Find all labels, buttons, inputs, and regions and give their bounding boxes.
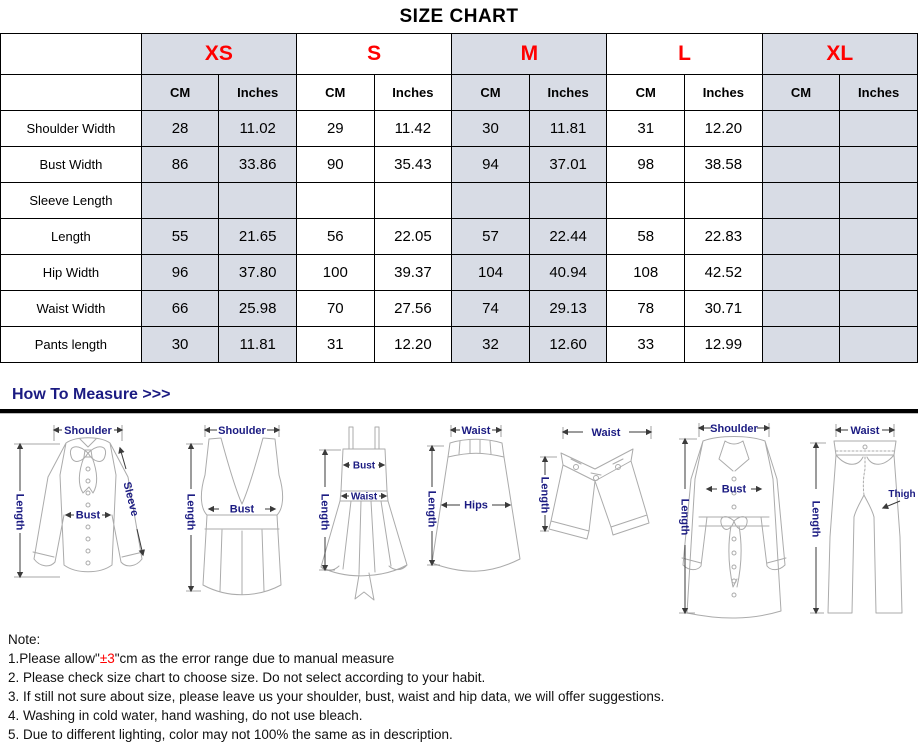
measure-label-waist: Waist [350, 491, 377, 503]
note-line-3: 3. If still not sure about size, please leave us your shoulder, bust, waist and hip data, we will offer suggestions. [8, 689, 665, 704]
row-label: Length [1, 219, 142, 255]
row-label: Pants length [1, 327, 142, 363]
note-line-5: 5. Due to different lighting, color may not 100% the same as in description. [8, 727, 453, 742]
size-value: 28 [141, 111, 219, 147]
size-value [762, 291, 840, 327]
size-value: 78 [607, 291, 685, 327]
size-header-xl: XL [762, 34, 917, 75]
bow [70, 447, 105, 493]
size-value: 30 [452, 111, 530, 147]
unit-header: Inches [529, 75, 607, 111]
row-label: Sleeve Length [1, 183, 142, 219]
size-value: 42.52 [685, 255, 763, 291]
measure-label-bust: Bust [230, 503, 255, 516]
size-value [762, 111, 840, 147]
size-value: 86 [141, 147, 219, 183]
size-value: 37.80 [219, 255, 297, 291]
tank-top-drawing [181, 417, 303, 621]
size-value: 12.99 [685, 327, 763, 363]
row-label: Waist Width [1, 291, 142, 327]
unit-header: CM [607, 75, 685, 111]
size-value [452, 183, 530, 219]
size-value [685, 183, 763, 219]
size-header-s: S [296, 34, 451, 75]
size-value [374, 183, 452, 219]
size-header-xs: XS [141, 34, 296, 75]
size-value: 66 [141, 291, 219, 327]
note-line-1 [8, 649, 908, 668]
size-value: 12.60 [529, 327, 607, 363]
size-value: 35.43 [374, 147, 452, 183]
row-label: Bust Width [1, 147, 142, 183]
size-value: 70 [296, 291, 374, 327]
shorts-outline [549, 449, 649, 539]
size-header-l: L [607, 34, 762, 75]
size-value [762, 327, 840, 363]
shorts-drawing [535, 417, 661, 581]
dress-outline [321, 427, 407, 600]
size-value: 30 [141, 327, 219, 363]
size-value: 27.56 [374, 291, 452, 327]
size-value: 32 [452, 327, 530, 363]
size-value [762, 219, 840, 255]
dress-drawing [311, 417, 417, 613]
notes-section [0, 621, 918, 744]
size-value: 57 [452, 219, 530, 255]
size-value [219, 183, 297, 219]
size-value: 11.02 [219, 111, 297, 147]
size-value [840, 219, 918, 255]
measure-label-waist: Waist [591, 427, 621, 439]
unit-header: Inches [219, 75, 297, 111]
size-value: 96 [141, 255, 219, 291]
measure-label-length: Length [678, 498, 691, 536]
size-value [840, 291, 918, 327]
coat-drawing [669, 417, 799, 623]
measure-label-length: Length [318, 493, 331, 531]
measure-label-length: Length [425, 490, 438, 528]
size-value: 40.94 [529, 255, 607, 291]
notes-heading: Note: [8, 632, 41, 647]
measure-label-shoulder: Shoulder [218, 425, 267, 437]
size-value: 104 [452, 255, 530, 291]
unit-header: Inches [840, 75, 918, 111]
size-value: 90 [296, 147, 374, 183]
size-value [762, 255, 840, 291]
measure-label-shoulder: Shoulder [64, 425, 112, 437]
unit-header: CM [296, 75, 374, 111]
size-value [840, 111, 918, 147]
size-value: 58 [607, 219, 685, 255]
size-value: 33.86 [219, 147, 297, 183]
size-value: 21.65 [219, 219, 297, 255]
size-value: 22.44 [529, 219, 607, 255]
size-value [529, 183, 607, 219]
size-value [762, 147, 840, 183]
size-value [840, 255, 918, 291]
note-line-4: 4. Washing in cold water, hand washing, do not use bleach. [8, 708, 363, 723]
measure-label-waist: Waist [850, 425, 880, 437]
measure-label-hips: Hips [464, 499, 488, 512]
measure-section-title: How To Measure >>> [12, 386, 171, 403]
size-value: 55 [141, 219, 219, 255]
row-label: Hip Width [1, 255, 142, 291]
size-value: 74 [452, 291, 530, 327]
measure-label-sleeve: Sleeve [120, 480, 141, 518]
corner-cell [1, 75, 142, 111]
size-value [762, 183, 840, 219]
size-value: 31 [607, 111, 685, 147]
measure-label-length: Length [13, 493, 26, 531]
unit-header: CM [762, 75, 840, 111]
size-value: 11.81 [529, 111, 607, 147]
unit-header: Inches [374, 75, 452, 111]
row-label: Shoulder Width [1, 111, 142, 147]
size-value: 31 [296, 327, 374, 363]
measure-label-bust: Bust [352, 460, 375, 472]
skirt-drawing [424, 417, 528, 601]
size-value [296, 183, 374, 219]
size-value [607, 183, 685, 219]
size-value: 22.83 [685, 219, 763, 255]
measure-drawings [0, 414, 918, 621]
size-value: 25.98 [219, 291, 297, 327]
measure-label-waist: Waist [461, 425, 491, 437]
unit-header: CM [141, 75, 219, 111]
size-value [840, 327, 918, 363]
size-chart-table [0, 33, 918, 363]
size-value: 30.71 [685, 291, 763, 327]
measure-label-length: Length [538, 476, 551, 514]
measure-label-shoulder: Shoulder [709, 423, 758, 435]
size-value: 94 [452, 147, 530, 183]
note-1-tolerance: ±3 [99, 651, 115, 666]
size-value: 39.37 [374, 255, 452, 291]
size-value: 33 [607, 327, 685, 363]
measure-label-length: Length [184, 493, 197, 531]
size-value: 22.05 [374, 219, 452, 255]
size-value: 100 [296, 255, 374, 291]
size-value: 37.01 [529, 147, 607, 183]
size-value: 12.20 [374, 327, 452, 363]
size-value: 38.58 [685, 147, 763, 183]
page-title: SIZE CHART [399, 6, 519, 27]
size-value: 29 [296, 111, 374, 147]
corner-cell [1, 34, 142, 75]
size-value: 11.42 [374, 111, 452, 147]
note-line-2: 2. Please check size chart to choose size. Do not select according to your habit. [8, 670, 486, 685]
coat-outline [682, 437, 786, 619]
size-value: 29.13 [529, 291, 607, 327]
unit-header: CM [452, 75, 530, 111]
measure-label-bust: Bust [721, 483, 746, 496]
size-header-m: M [452, 34, 607, 75]
tank-outline [202, 438, 283, 595]
measure-label-bust: Bust [75, 509, 101, 522]
size-value [840, 147, 918, 183]
measure-label-length: Length [809, 500, 822, 538]
size-value: 11.81 [219, 327, 297, 363]
unit-header: Inches [685, 75, 763, 111]
pants-drawing [806, 417, 916, 623]
size-value [840, 183, 918, 219]
size-value [141, 183, 219, 219]
size-value: 108 [607, 255, 685, 291]
note-1-prefix: 1.Please allow" [8, 651, 100, 666]
measure-label-thigh: Thigh [888, 489, 916, 500]
size-value: 98 [607, 147, 685, 183]
note-1-suffix: "cm as the error range due to manual measure [114, 651, 395, 666]
size-value: 12.20 [685, 111, 763, 147]
blouse-drawing [4, 417, 174, 621]
size-value: 56 [296, 219, 374, 255]
